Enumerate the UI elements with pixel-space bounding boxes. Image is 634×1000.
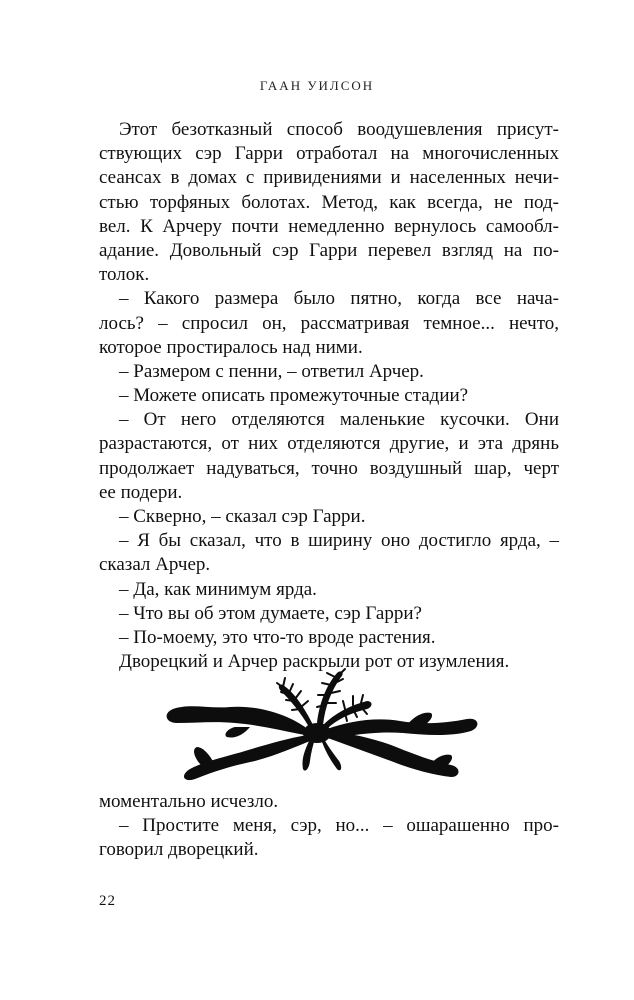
text-line: – По-моему, это что-то вроде растения. (119, 626, 436, 648)
text-line: лось? – спросил он, рассматривая темное... нечто, (99, 312, 559, 334)
text-line: которое простиралось над ними. (99, 336, 363, 358)
text-line: разрастаются, от них отделяются другие, и эта дрянь (99, 433, 559, 455)
text-line: моментально исчезло. (99, 791, 279, 812)
text-line: – Какого размера было пятно, когда все нача- (119, 288, 559, 310)
text-line: – Можете описать промежуточные стадии? (119, 385, 469, 407)
plant-creature-illustration-icon (155, 665, 485, 783)
center-strand-2 (321, 737, 341, 770)
text-line: сказал Арчер. (99, 554, 211, 576)
text-line: адание. Довольный сэр Гарри перевел взгляд на по- (99, 239, 559, 261)
text-line: продолжает надуваться, точно воздушный шар, черт (99, 457, 559, 479)
running-head: ГААН УИЛСОН (259, 78, 375, 93)
text-line: – Простите меня, сэр, но... – ошарашенно про- (119, 815, 559, 837)
text-line: ее подери. (99, 481, 183, 503)
body-text-top (99, 118, 559, 674)
text-line: – Размером с пенни, – ответил Арчер. (119, 360, 424, 382)
text-line: Дворецкий и Арчер раскрыли рот от изумления. (119, 651, 510, 673)
body-text-bottom (99, 790, 559, 863)
text-line: – Скверно, – сказал сэр Гарри. (119, 506, 366, 527)
text-line: сеансах в домах с привидениями и населенных нечи- (99, 167, 559, 189)
text-line: ствующих сэр Гарри отработал на многочисленных (99, 143, 559, 165)
page-number: 22 (99, 893, 116, 909)
text-line: Этот безотказный способ воодушевления присут- (119, 119, 559, 140)
text-line: толок. (99, 264, 150, 286)
text-line: стью торфяных болотах. Метод, как всегда, не под- (99, 191, 559, 213)
left-finger (194, 747, 215, 765)
text-line: – От него отделяются маленькие кусочки. Они (119, 409, 559, 431)
text-line: говорил дворецкий. (99, 839, 259, 861)
text-line: вел. К Арчеру почти немедленно вернулось самообл- (99, 215, 559, 237)
left-small-lobe (225, 727, 250, 738)
text-line: – Да, как минимум ярда. (119, 578, 317, 600)
text-line: – Что вы об этом думаете, сэр Гарри? (119, 602, 422, 624)
text-line: – Я бы сказал, что в ширину оно достигло ярда, – (119, 530, 559, 552)
